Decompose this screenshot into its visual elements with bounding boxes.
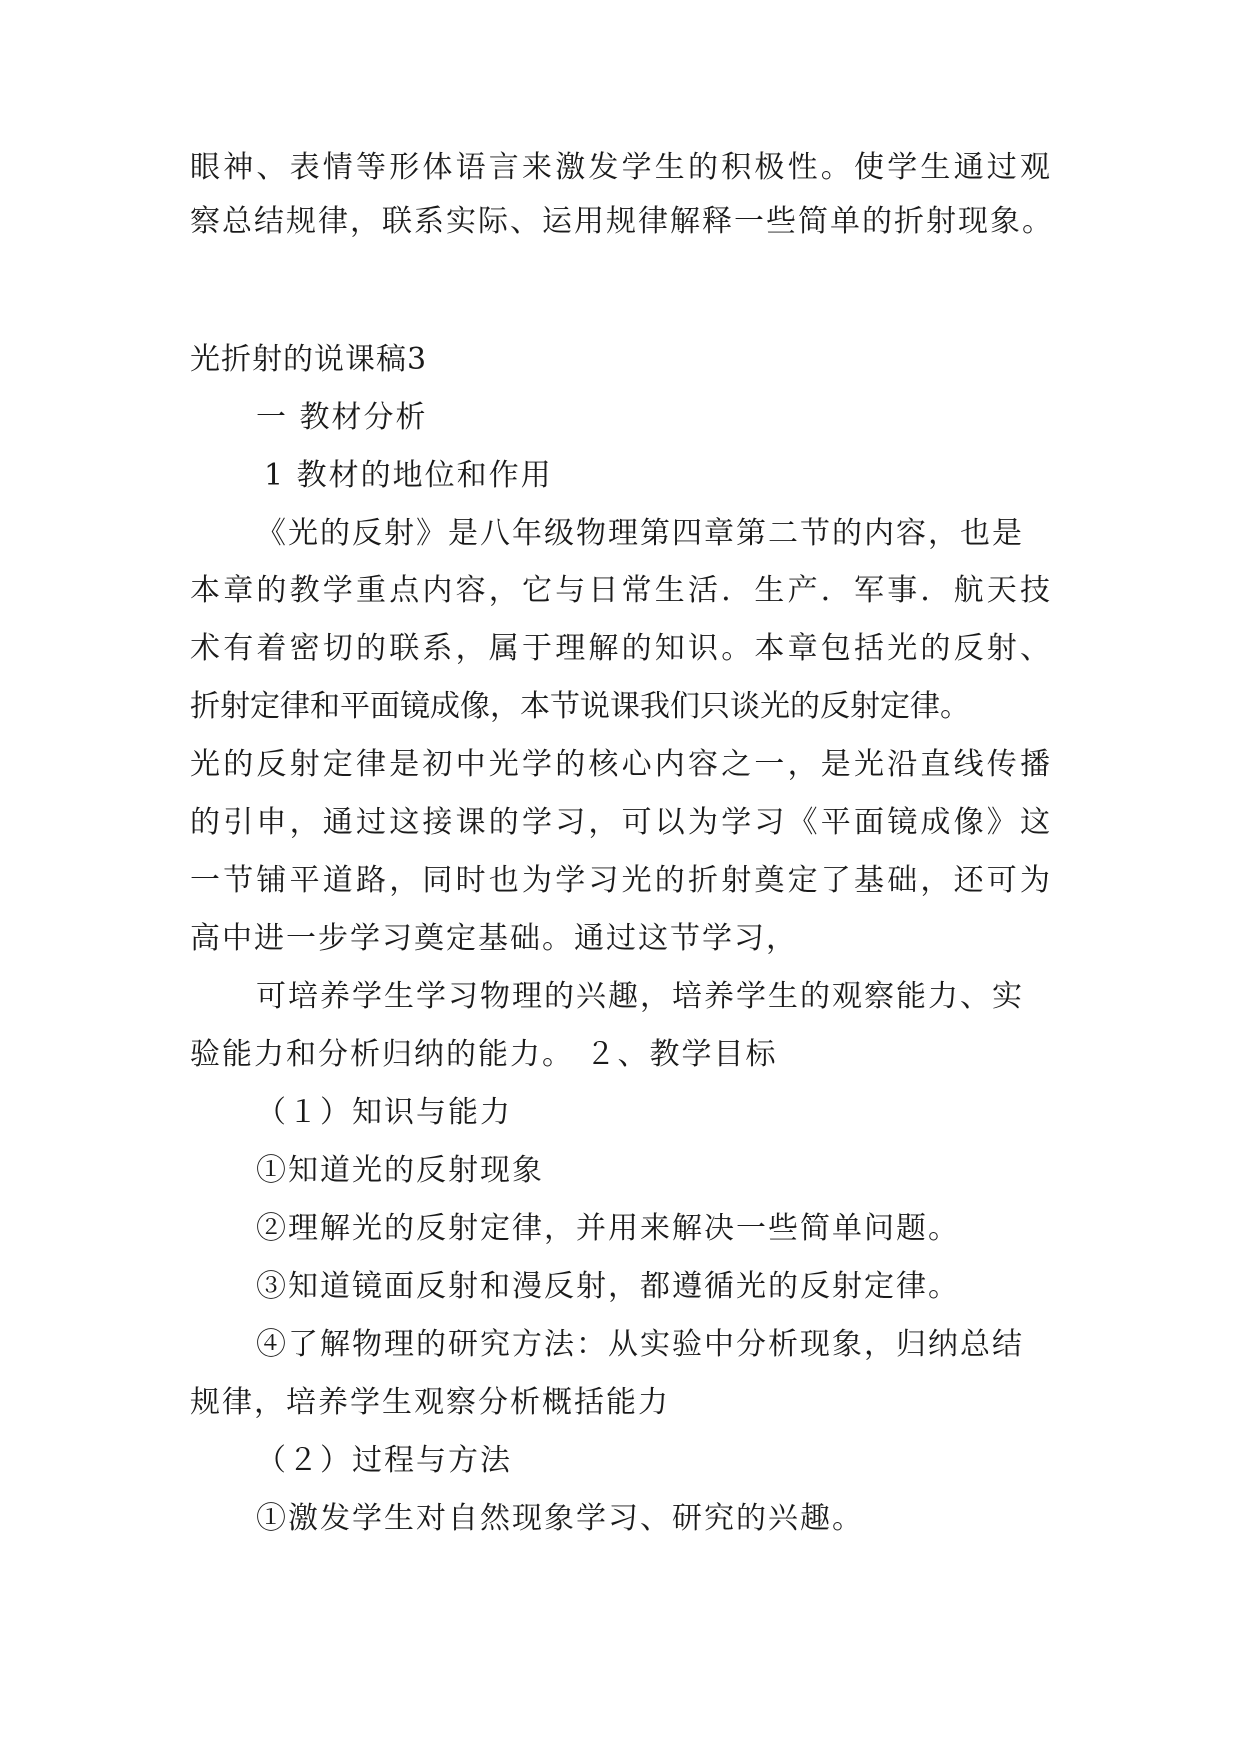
paragraph-line: 《光的反射》是八年级物理第四章第二节的内容，也是: [256, 516, 1024, 551]
paragraph-line: 高中进一步学习奠定基础。通过这节学习，: [190, 921, 798, 956]
paragraph-line: 一节铺平道路，同时也为学习光的折射奠定了基础，还可为: [190, 863, 1050, 898]
paragraph-line: 术有着密切的联系，属于理解的知识。本章包括光的反射、: [190, 631, 1050, 666]
list-item: ③知道镜面反射和漫反射，都遵循光的反射定律。: [256, 1269, 960, 1304]
list-item: ④了解物理的研究方法：从实验中分析现象，归纳总结: [256, 1327, 1024, 1362]
goal-heading: （１）知识与能力: [256, 1095, 512, 1130]
paragraph-line: 验能力和分析归纳的能力。 ２、教学目标: [190, 1037, 778, 1072]
goal-heading: （２）过程与方法: [256, 1443, 512, 1478]
paragraph-line: 光的反射定律是初中光学的核心内容之一，是光沿直线传播: [190, 747, 1050, 782]
section-title: 光折射的说课稿3: [190, 342, 428, 377]
list-item: ①激发学生对自然现象学习、研究的兴趣。: [256, 1501, 864, 1536]
list-item: ②理解光的反射定律，并用来解决一些简单问题。: [256, 1211, 960, 1246]
section-heading: 一 教材分析: [256, 400, 428, 435]
paragraph-line: 察总结规律，联系实际、运用规律解释一些简单的折射现象。: [190, 204, 1054, 239]
paragraph-line: 的引申，通过这接课的学习，可以为学习《平面镜成像》这: [190, 805, 1050, 840]
paragraph-line: 可培养学生学习物理的兴趣，培养学生的观察能力、实: [256, 979, 1024, 1014]
paragraph-line: 本章的教学重点内容，它与日常生活．生产．军事．航天技: [190, 573, 1050, 608]
paragraph-line: 折射定律和平面镜成像，本节说课我们只谈光的反射定律。: [190, 689, 970, 724]
paragraph-line: 眼神、表情等形体语言来激发学生的积极性。使学生通过观: [190, 150, 1050, 185]
subsection-heading: 1 教材的地位和作用: [264, 458, 553, 493]
list-item: ①知道光的反射现象: [256, 1153, 544, 1188]
list-item-continuation: 规律，培养学生观察分析概括能力: [190, 1385, 670, 1420]
